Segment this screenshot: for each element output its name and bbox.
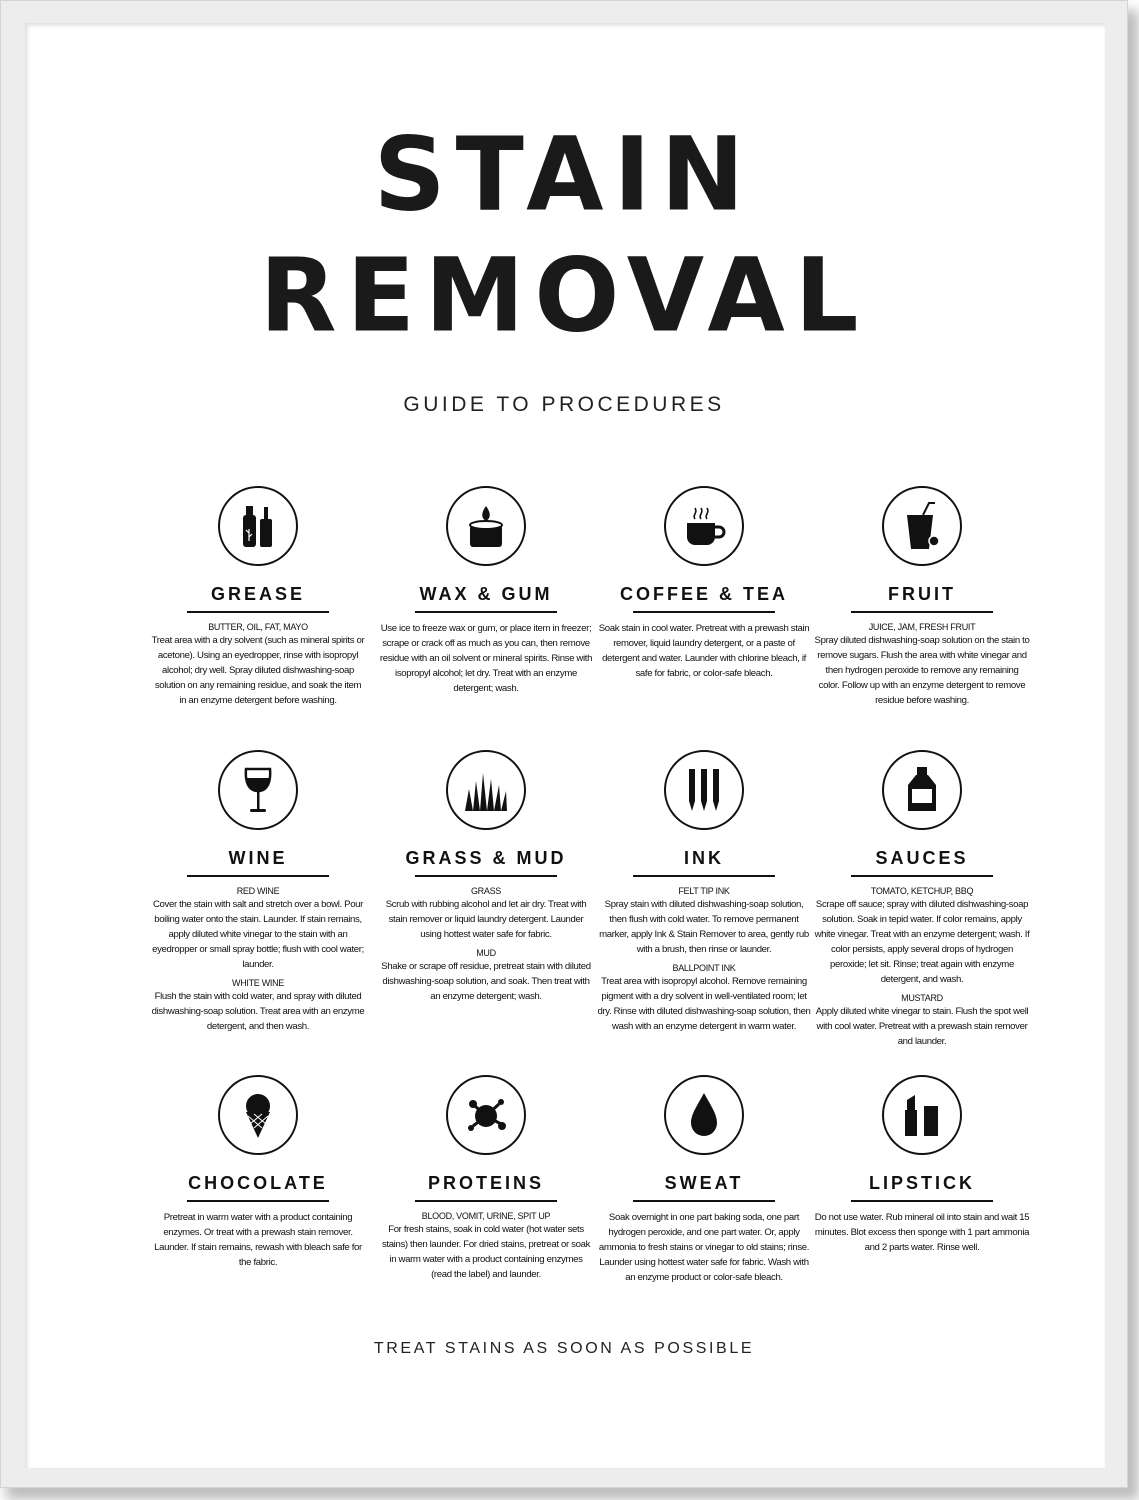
title-underline <box>415 1200 557 1202</box>
coffee-cup-icon <box>664 486 744 566</box>
stain-card-grease <box>143 486 373 713</box>
stain-card-fruit <box>807 486 1037 713</box>
title-underline <box>415 875 557 877</box>
lipstick-icon <box>882 1075 962 1155</box>
stain-subtype: BUTTER, OIL, FAT, MAYO <box>208 622 308 632</box>
title-underline <box>187 1200 329 1202</box>
stain-subtype: BALLPOINT INK <box>672 963 736 973</box>
stain-subtype: JUICE, JAM, FRESH FRUIT <box>868 622 976 632</box>
stain-instructions: Scrub with rubbing alcohol and let air dry. Treat with stain remover or liquid laundry detergent. Launder using hottest water safe for fabric. <box>385 899 587 940</box>
stain-card-wine <box>143 750 373 1039</box>
title-underline <box>187 875 329 877</box>
stain-title: FRUIT <box>888 584 956 604</box>
stain-subtype: MUSTARD <box>901 993 943 1003</box>
stain-card-chocolate <box>143 1075 373 1275</box>
stain-instructions: Apply diluted white vinegar to stain. Flush the spot well with cool water. Pretreat with a prewash stain remover and launder. <box>815 1006 1029 1047</box>
stain-title: SAUCES <box>875 848 969 868</box>
grass-icon <box>446 750 526 830</box>
stain-title: LIPSTICK <box>868 1173 975 1193</box>
title-underline <box>851 875 993 877</box>
title-underline <box>633 611 775 613</box>
title-line-1: STAIN <box>373 114 755 235</box>
title-underline <box>851 611 993 613</box>
footer-note: TREAT STAINS AS SOON AS POSSIBLE <box>373 1340 755 1357</box>
sauce-bottle-icon <box>882 750 962 830</box>
stain-card-sauces <box>807 750 1037 1054</box>
title-underline <box>851 1200 993 1202</box>
stain-instructions: Treat area with isopropyl alcohol. Remove remaining pigment with a dry solvent in well-ventilated room; let dry. Rinse with diluted dishwashing-soap solution, then wash with an enzyme detergent in warm water. <box>597 976 811 1032</box>
stain-instructions: Shake or scrape off residue, pretreat stain with diluted dishwashing-soap solution, and soak. Then treat with an enzyme detergent; wash. <box>381 961 591 1002</box>
stain-instructions: Pretreat in warm water with a product containing enzymes. Or treat with a prewash stain remover. Launder. If stain remains, rewash with bleach safe for the fabric. <box>154 1212 362 1268</box>
stain-instructions: Flush the stain with cold water, and spray with diluted dishwashing-soap solution. Treat area with an enzyme detergent, and then wash. <box>151 991 365 1032</box>
bottles-icon <box>218 486 298 566</box>
stain-instructions: Soak overnight in one part baking soda, one part hydrogen peroxide, and one part water. Or, apply ammonia to fresh stains or vinegar to old stains; rinse. Launder using hottest water safe for fabric. Wash with an enzyme product or color-safe bleach. <box>598 1212 810 1283</box>
subtitle: GUIDE TO PROCEDURES <box>403 393 725 416</box>
stain-instructions: Scrape off sauce; spray with diluted dishwashing-soap solution. Soak in tepid water. If color remains, apply white vinegar. Treat with an enzyme detergent; wash. If color persists, apply several drops of hydrogen peroxide; let sit. Rinse; treat again with enzyme detergent, and wash. <box>814 899 1030 985</box>
pens-icon <box>664 750 744 830</box>
candle-icon <box>446 486 526 566</box>
stain-title: SWEAT <box>664 1173 744 1193</box>
drop-icon <box>664 1075 744 1155</box>
stain-title: COFFEE & TEA <box>619 584 788 604</box>
title-underline <box>187 611 329 613</box>
stain-title: WAX & GUM <box>419 584 553 604</box>
title-underline <box>415 611 557 613</box>
stain-title: PROTEINS <box>427 1173 544 1193</box>
stain-card-proteins <box>371 1075 601 1287</box>
smoothie-icon <box>882 486 962 566</box>
stain-title: INK <box>684 848 724 868</box>
stain-title: CHOCOLATE <box>188 1173 328 1193</box>
wine-glass-icon <box>218 750 298 830</box>
stain-card-wax-gum <box>371 486 601 701</box>
stain-card-grass-mud <box>371 750 601 1009</box>
splatter-icon <box>446 1075 526 1155</box>
stain-instructions: Cover the stain with salt and stretch over a bowl. Pour boiling water onto the stain. Launder. If stain remains, apply diluted white vinegar to the stain with an eyedropper or small spray bottle; flush with cool water; launder. <box>152 899 364 970</box>
stain-card-lipstick <box>807 1075 1037 1260</box>
stain-subtype: BLOOD, VOMIT, URINE, SPIT UP <box>421 1211 551 1221</box>
stain-subtype: WHITE WINE <box>232 978 284 988</box>
stain-card-sweat <box>589 1075 819 1290</box>
stain-subtype: GRASS <box>470 886 501 896</box>
stain-card-ink <box>589 750 819 1039</box>
stain-instructions: Treat area with a dry solvent (such as mineral spirits or acetone). Using an eyedropper, rinse with isopropyl alcohol; dry well. Spray diluted dishwashing-soap solution on any remaining residue, and soak the item in an enzyme detergent before washing. <box>151 635 365 706</box>
stain-subtype: RED WINE <box>236 886 280 896</box>
stain-instructions: Soak stain in cool water. Pretreat with a prewash stain remover, liquid laundry detergent, or a paste of detergent and water. Launder with chlorine bleach, if safe for fabric, or color-safe bleach. <box>598 623 810 679</box>
title-underline <box>633 1200 775 1202</box>
title-underline <box>633 875 775 877</box>
stain-title: WINE <box>228 848 288 868</box>
stain-instructions: For fresh stains, soak in cold water (hot water sets stains) then launder. For dried stains, pretreat or soak in warm water with a product containing enzymes (read the label) and launder. <box>381 1224 591 1280</box>
stain-instructions: Use ice to freeze wax or gum, or place item in freezer; scrape or crack off as much as you can, then remove residue with an oil solvent or mineral spirits. Rinse with isopropyl alcohol; let dry. Treat with an enzyme detergent; wash. <box>379 623 593 694</box>
stain-instructions: Spray diluted dishwashing-soap solution on the stain to remove sugars. Flush the area with white vinegar and then hydrogen peroxide to remove any remaining color. Follow up with an enzyme detergent to remove residue before washing. <box>814 635 1030 706</box>
stain-title: GREASE <box>210 584 306 604</box>
ice-cream-cone-icon <box>218 1075 298 1155</box>
stain-subtype: MUD <box>476 948 496 958</box>
stain-card-coffee-tea <box>589 486 819 686</box>
stain-instructions: Do not use water. Rub mineral oil into stain and wait 15 minutes. Blot excess then sponge with 1 part ammonia and 2 parts water. Rinse well. <box>814 1212 1030 1253</box>
stain-title: GRASS & MUD <box>405 848 567 868</box>
stain-instructions: Spray stain with diluted dishwashing-soap solution, then flush with cold water. To remove permanent marker, apply Ink & Stain Remover to area, gently rub with a brush, then rinse or launder. <box>599 899 809 955</box>
stain-subtype: TOMATO, KETCHUP, BBQ <box>870 886 974 896</box>
stain-subtype: FELT TIP INK <box>678 886 730 896</box>
title-line-2: REMOVAL <box>259 235 869 356</box>
